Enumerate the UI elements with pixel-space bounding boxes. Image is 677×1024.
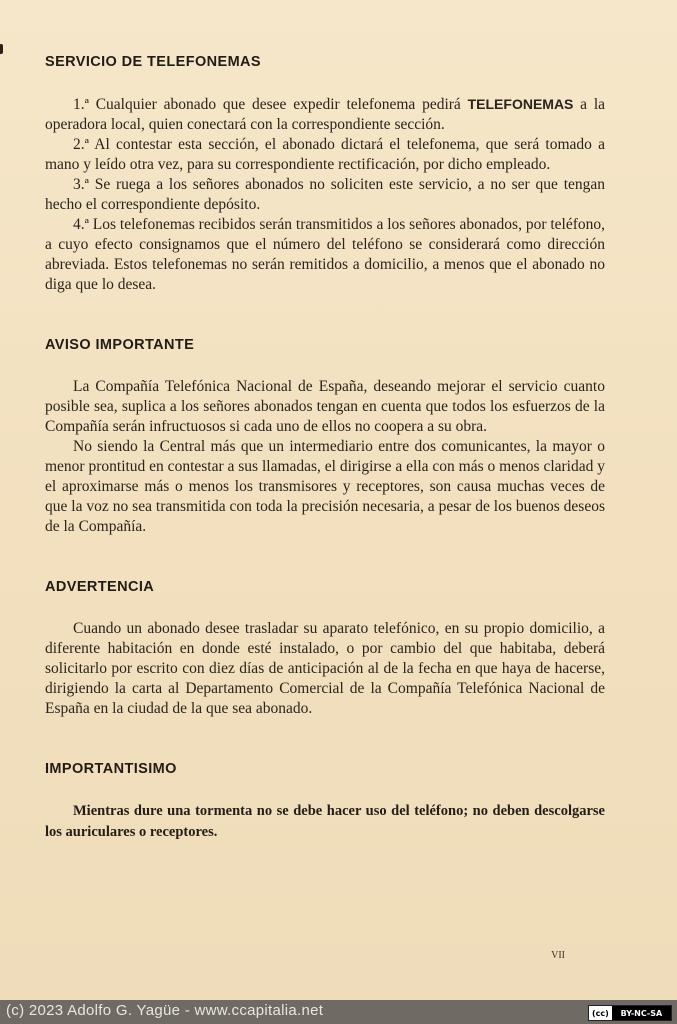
page-content (45, 54, 605, 885)
warning-text: Mientras dure una tormenta no se debe hacer uso del teléfono; no deben descolgarse los auriculares o receptores. (45, 803, 605, 840)
section-heading: SERVICIO DE TELEFONEMAS (45, 54, 261, 70)
section-importantisimo (45, 761, 605, 843)
cc-license-badge-icon (588, 1005, 672, 1021)
section-heading: IMPORTANTISIMO (45, 761, 177, 777)
copyright-credit: (c) 2023 Adolfo G. Yagüe - www.ccapitalia.net (6, 1002, 324, 1019)
section-advertencia (45, 579, 605, 719)
copyright-footer (0, 1000, 677, 1024)
paragraph: Cuando un abonado desee trasladar su aparato telefónico, en su propio domicilio, a diferente habitación en donde esté instalado, o por cambio del que habitaba, deberá solicitarlo por escrito con diez días de anticipación al de la fecha en que haya de hacerse, dirigiendo la carta al Departamento Comercial de la Compañía Telefónica Nacional de España en la ciudad de la que sea abonado. (45, 620, 605, 717)
paragraph (45, 175, 605, 215)
section-heading: ADVERTENCIA (45, 579, 155, 595)
section-heading: AVISO IMPORTANTE (45, 337, 195, 353)
page-number: VII (551, 950, 565, 961)
section-servicio-telefonemas (45, 54, 605, 295)
item-number: 4.ª (73, 216, 89, 233)
item-number: 2.ª (73, 136, 89, 153)
paragraph-text: a la operadora local, quien conectará con la correspondiente sección. (45, 96, 606, 133)
page-edge-mark (0, 44, 3, 54)
cc-license-right: BY-NC-SA (612, 1006, 671, 1020)
item-number: 1.ª (73, 96, 89, 113)
paragraph (45, 215, 605, 295)
item-number: 3.ª (73, 176, 89, 193)
paragraph: No siendo la Central más que un intermediario entre dos comunicantes, la mayor o menor prontitud en contestar a sus llamadas, el dirigirse a ella con más o menos claridad y el aproximarse más o menos los transmisores y receptores, son causa muchas veces de que la voz no sea transmitida con toda la precisión necesaria, a pesar de los buenos deseos de la Compañía. (45, 438, 605, 535)
paragraph (45, 94, 605, 135)
paragraph-text: Se ruega a los señores abonados no soliciten este servicio, a no ser que tengan hecho el correspondiente depósito. (45, 176, 606, 213)
paragraph: La Compañía Telefónica Nacional de España, deseando mejorar el servicio cuanto posible sea, suplica a los señores abonados tengan en cuenta que todos los esfuerzos de la Compañía serán infructuosos si cada uno de ellos no coopera a su obra. (45, 378, 605, 435)
paragraph-text: Los telefonemas recibidos serán transmitidos a los señores abonados, por teléfono, a cuyo efecto consignamos que el número del teléfono se considerará como dirección abreviada. Estos telefonemas no serán remitidos a domicilio, a menos que el abonado no diga que lo desea. (45, 216, 606, 293)
paragraph (45, 135, 605, 175)
bold-term: TELEFONEMAS (467, 96, 574, 112)
section-aviso-importante (45, 337, 605, 537)
paragraph-text: Cualquier abonado que desee expedir telefonema pedirá (95, 96, 461, 113)
paragraph-text: Al contestar esta sección, el abonado dictará el telefonema, que será tomado a mano y leído otra vez, para su correspondiente rectificación, por dicho empleado. (45, 136, 605, 173)
cc-license-left: (cc) (589, 1006, 612, 1020)
